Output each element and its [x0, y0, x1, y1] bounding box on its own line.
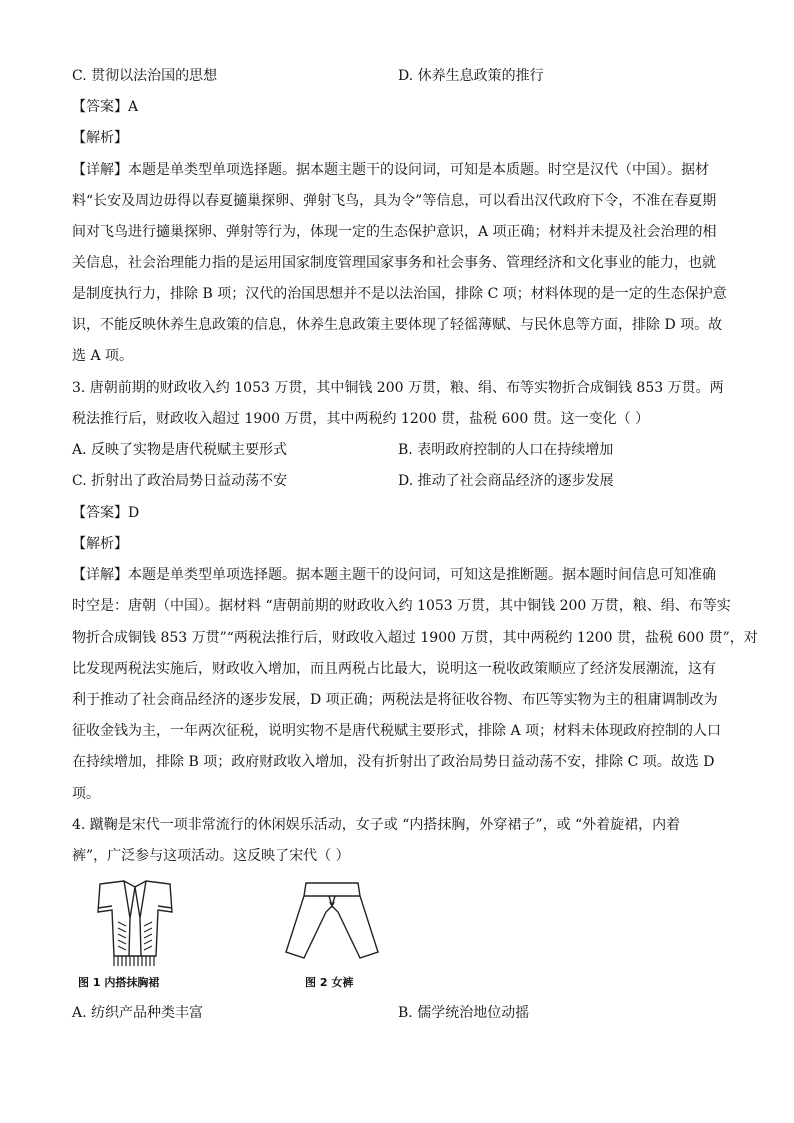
trousers-illustration [282, 880, 382, 962]
q2-detail-line: 关信息，社会治理能力指的是运用国家制度管理国家事务和社会事务、管理经济和文化事业的能力，也就 [72, 255, 716, 271]
q3-stem-line: 3. 唐朝前期的财政收入约 1053 万贯，其中铜钱 200 万贯，粮、绢、布等实物折合成铜钱 853 万贯。两 [72, 380, 724, 396]
q3-analysis-label: 【解析】 [72, 536, 128, 552]
figure-2-caption: 图 2 女裤 [305, 976, 354, 989]
q3-answer: 【答案】D [72, 505, 140, 521]
q2-detail-line: 是制度执行力，排除 B 项；汉代的治国思想并不是以法治国，排除 C 项；材料体现的是一定的生态保护意 [72, 286, 727, 302]
q3-detail-line: 在持续增加，排除 B 项；政府财政收入增加，没有折射出了政治局势日益动荡不安，排除 C 项。故选 D [72, 754, 715, 770]
q2-option-c: C. 贯彻以法治国的思想 [72, 68, 218, 84]
garment-illustration [96, 878, 174, 970]
q2-detail-line: 料“长安及周边毋得以春夏擿巢探卵、弹射飞鸟，具为令”等信息，可以看出汉代政府下令，不准在春夏期 [72, 193, 717, 209]
q3-detail-line: 利于推动了社会商品经济的逐步发展，D 项正确；两税法是将征收谷物、布匹等实物为主的租庸调制改为 [72, 692, 718, 708]
q3-option-b: B. 表明政府控制的人口在持续增加 [398, 442, 614, 458]
q4-stem-line: 裤”，广泛参与这项活动。这反映了宋代（ ） [72, 848, 350, 864]
q4-option-b: B. 儒学统治地位动摇 [398, 1005, 530, 1021]
q3-option-c: C. 折射出了政治局势日益动荡不安 [72, 473, 288, 489]
q2-answer: 【答案】A [72, 99, 139, 115]
q3-detail-line: 项。 [72, 786, 100, 802]
q4-option-a: A. 纺织产品种类丰富 [72, 1005, 204, 1021]
q2-analysis-label: 【解析】 [72, 130, 128, 146]
q3-detail-line: 【详解】本题是单类型单项选择题。据本题主题干的设问词，可知这是推断题。据本题时间信息可知准确 [72, 567, 716, 583]
q2-detail-line: 选 A 项。 [72, 348, 134, 364]
q2-detail-line: 【详解】本题是单类型单项选择题。据本题主题干的设问词，可知是本质题。时空是汉代（中国）。据材 [72, 162, 709, 178]
q3-detail-line: 征收金钱为主，一年两次征税，说明实物不是唐代税赋主要形式，排除 A 项；材料未体现政府控制的人口 [72, 723, 722, 739]
q3-option-d: D. 推动了社会商品经济的逐步发展 [398, 473, 614, 489]
q3-stem-line: 税法推行后，财政收入超过 1900 万贯，其中两税约 1200 贯，盐税 600 贯。这一变化（ ） [72, 411, 650, 427]
q2-detail-line: 识，不能反映休养生息政策的信息，休养生息政策主要体现了轻徭薄赋、与民休息等方面，排除 D 项。故 [72, 317, 723, 333]
q2-detail-line: 间对飞鸟进行擿巢探卵、弹射等行为，体现一定的生态保护意识，A 项正确；材料并未提及社会治理的相 [72, 224, 717, 240]
figure-1-caption: 图 1 内搭抹胸裙 [78, 976, 160, 989]
q3-detail-line: 时空是：唐朝（中国）。据材料 “唐朝前期的财政收入约 1053 万贯，其中铜钱 200 万贯，粮、绢、布等实 [72, 598, 731, 614]
q2-option-d: D. 休养生息政策的推行 [398, 68, 544, 84]
q4-stem-line: 4. 蹴鞠是宋代一项非常流行的休闲娱乐活动，女子或 “内搭抹胸，外穿裙子”，或 “外着旋裙，内着 [72, 817, 681, 833]
q3-option-a: A. 反映了实物是唐代税赋主要形式 [72, 442, 288, 458]
q3-detail-line: 物折合成铜钱 853 万贯”“两税法推行后，财政收入超过 1900 万贯，其中两税约 1200 贯，盐税 600 贯”，对 [72, 630, 758, 646]
q3-detail-line: 比发现两税法实施后，财政收入增加，而且两税占比最大，说明这一税收政策顺应了经济发展潮流，这有 [72, 661, 716, 677]
